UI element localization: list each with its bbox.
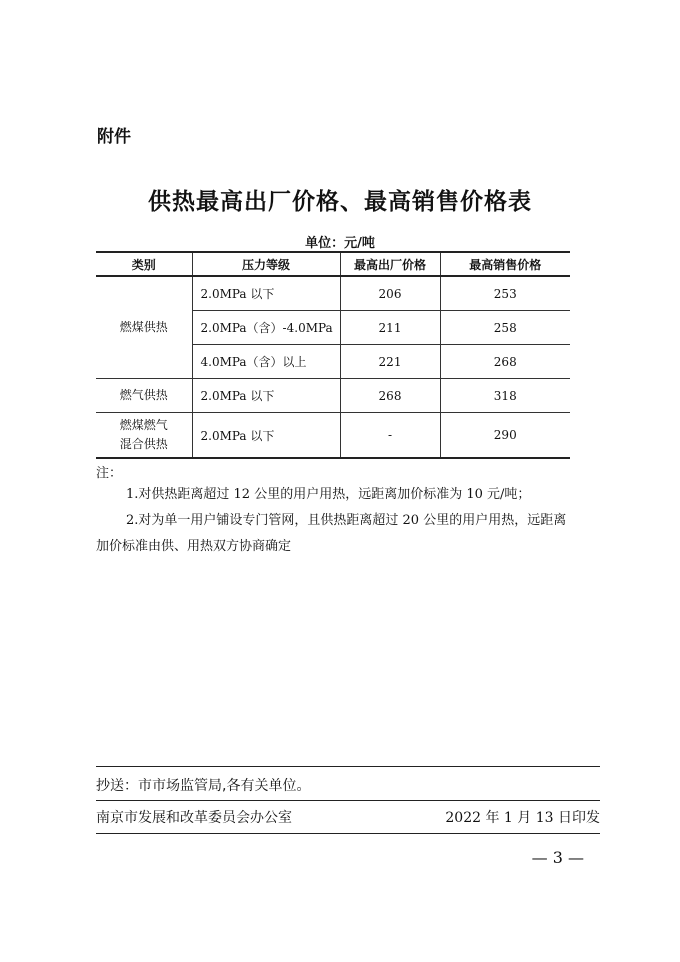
category-cell: 燃气供热 [96,379,192,413]
category-cell [96,413,192,459]
pressure-cell: 4.0MPa（含）以上 [192,345,340,379]
table-row [96,379,570,413]
unit-label: 单位：元/吨 [305,236,375,251]
price-table [96,251,570,459]
document-title: 供热最高出厂价格、最高销售价格表 [148,188,532,215]
issue-date: 2022 年 1 月 13 日印发 [445,810,600,826]
pressure-cell: 2.0MPa 以下 [192,413,340,459]
table-header-row [96,252,570,276]
footer-rule-top [96,766,600,767]
category-line-2: 混合供热 [119,437,168,451]
footer-rule-bottom [96,833,600,834]
factory-price-cell: 268 [340,379,440,413]
note-item-2: 2.对为单一用户铺设专门管网，且供热距离超过 20 公里的用户用热，远距离加价标准由供、用热双方协商确定 [96,513,567,554]
note-item-1: 1.对供热距离超过 12 公里的用户用热，远距离加价标准为 10 元/吨； [126,487,531,502]
pressure-cell: 2.0MPa 以下 [192,379,340,413]
issuer: 南京市发展和改革委员会办公室 [96,810,292,826]
header-factory-price: 最高出厂价格 [340,252,440,276]
sales-price-cell: 318 [440,379,570,413]
factory-price-cell: 221 [340,345,440,379]
table-row [96,276,570,311]
table-row [96,413,570,459]
header-sales-price: 最高销售价格 [440,252,570,276]
pressure-cell: 2.0MPa 以下 [192,276,340,311]
factory-price-cell: 206 [340,276,440,311]
header-category: 类别 [96,252,192,276]
page-number: — 3 — [531,848,584,867]
header-pressure: 压力等级 [192,252,340,276]
category-cell: 燃煤供热 [96,276,192,379]
footer-rule-middle [96,800,600,801]
pressure-cell: 2.0MPa（含）-4.0MPa [192,311,340,345]
sales-price-cell: 258 [440,311,570,345]
notes-label: 注： [96,466,123,481]
sales-price-cell: 268 [440,345,570,379]
sales-price-cell: 253 [440,276,570,311]
sales-price-cell: 290 [440,413,570,459]
cc-line: 抄送：市市场监管局,各有关单位。 [96,778,311,794]
factory-price-cell: - [340,413,440,459]
factory-price-cell: 211 [340,311,440,345]
attachment-label: 附件 [97,127,131,147]
category-line-1: 燃煤燃气 [119,418,168,432]
